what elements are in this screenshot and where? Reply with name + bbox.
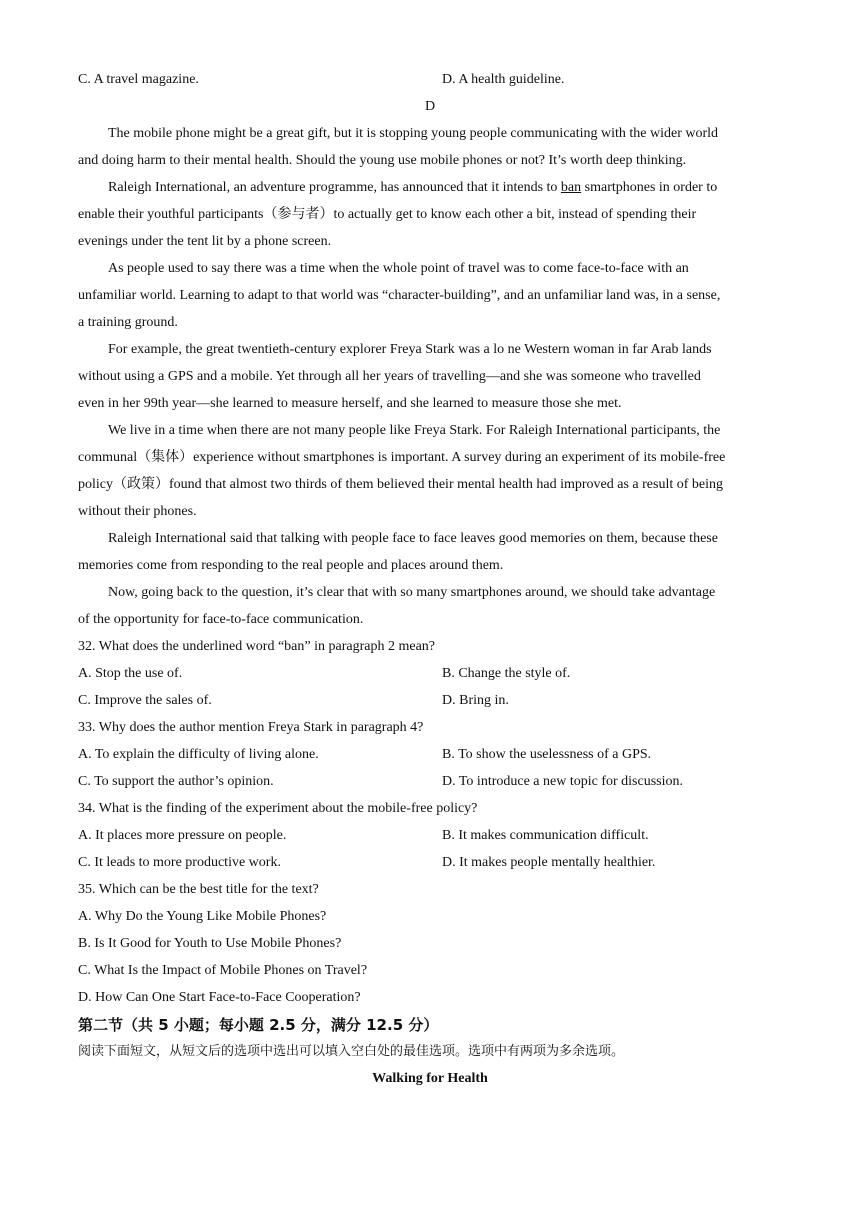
question-32-stem: 32. What does the underlined word “ban” in paragraph 2 mean? — [78, 639, 435, 654]
question-33-option-b: B. To show the uselessness of a GPS. — [442, 747, 652, 762]
question-35-option-d: D. How Can One Start Face-to-Face Cooperation? — [78, 990, 361, 1005]
passage-line: even in her 99th year—she learned to measure herself, and she learned to measure those she met. — [78, 396, 622, 411]
question-33-option-a: A. To explain the difficulty of living alone. — [78, 747, 319, 762]
question-34-option-c: C. It leads to more productive work. — [78, 855, 281, 870]
passage-line: policy（政策）found that almost two thirds of them believed their mental health had improved as a result of being — [78, 477, 724, 492]
section-2-title: 第二节（共 5 小题；每小题 2.5 分，满分 12.5 分） — [78, 1016, 439, 1034]
question-34-option-d: D. It makes people mentally healthier. — [442, 855, 656, 870]
question-35-option-c: C. What Is the Impact of Mobile Phones on Travel? — [78, 963, 368, 978]
prev-option-c: C. A travel magazine. — [78, 72, 199, 87]
question-34-stem: 34. What is the finding of the experiment about the mobile-free policy? — [78, 801, 478, 816]
passage-line: and doing harm to their mental health. Should the young use mobile phones or not? It’s worth deep thinking. — [78, 153, 687, 168]
passage-line: Now, going back to the question, it’s clear that with so many smartphones around, we should take advantage — [108, 585, 716, 600]
passage-line: without using a GPS and a mobile. Yet through all her years of travelling—and she was someone who travelled — [78, 369, 701, 384]
question-34-option-a: A. It places more pressure on people. — [78, 828, 287, 843]
passage-line: memories come from responding to the real people and places around them. — [78, 558, 504, 573]
passage-line: We live in a time when there are not many people like Freya Stark. For Raleigh International participants, the — [108, 423, 721, 438]
passage-line: evenings under the tent lit by a phone screen. — [78, 234, 332, 249]
passage-line: of the opportunity for face-to-face communication. — [78, 612, 364, 627]
passage-line: a training ground. — [78, 315, 178, 330]
question-33-option-d: D. To introduce a new topic for discussion. — [442, 774, 683, 789]
question-33-stem: 33. Why does the author mention Freya Stark in paragraph 4? — [78, 720, 424, 735]
passage-line: communal（集体）experience without smartphones is important. A survey during an experiment of its mobile-free — [78, 450, 726, 465]
section-2-instruction: 阅读下面短文，从短文后的选项中选出可以填入空白处的最佳选项。选项中有两项为多余选项。 — [78, 1044, 625, 1059]
passage-text: smartphones in order to — [581, 180, 718, 195]
question-32-option-b: B. Change the style of. — [442, 666, 571, 681]
passage-line: The mobile phone might be a great gift, but it is stopping young people communicating with the wider world — [108, 126, 719, 141]
question-35-option-a: A. Why Do the Young Like Mobile Phones? — [78, 909, 327, 924]
passage-label: D — [424, 99, 436, 114]
question-35-option-b: B. Is It Good for Youth to Use Mobile Phones? — [78, 936, 342, 951]
passage-line-ban — [108, 178, 812, 198]
passage-line: unfamiliar world. Learning to adapt to that world was “character-building”, and an unfamiliar land was, in a sense, — [78, 288, 721, 303]
question-32-option-c: C. Improve the sales of. — [78, 693, 212, 708]
underlined-word-ban: ban — [560, 180, 582, 195]
passage-text: Raleigh International, an adventure programme, has announced that it intends to — [108, 180, 561, 195]
passage-line: As people used to say there was a time when the whole point of travel was to come face-to-face with an — [108, 261, 689, 276]
passage-line: For example, the great twentieth-century explorer Freya Stark was a lo ne Western woman in far Arab lands — [108, 342, 712, 357]
question-35-stem: 35. Which can be the best title for the text? — [78, 882, 319, 897]
question-32-option-a: A. Stop the use of. — [78, 666, 183, 681]
article-title: Walking for Health — [372, 1071, 488, 1086]
question-34-option-b: B. It makes communication difficult. — [442, 828, 649, 843]
prev-option-d: D. A health guideline. — [442, 72, 565, 87]
passage-line: without their phones. — [78, 504, 197, 519]
question-32-option-d: D. Bring in. — [442, 693, 509, 708]
passage-line: enable their youthful participants（参与者）to actually get to know each other a bit, instead of spending their — [78, 207, 697, 222]
passage-line: Raleigh International said that talking with people face to face leaves good memories on them, because these — [108, 531, 718, 546]
question-33-option-c: C. To support the author’s opinion. — [78, 774, 274, 789]
